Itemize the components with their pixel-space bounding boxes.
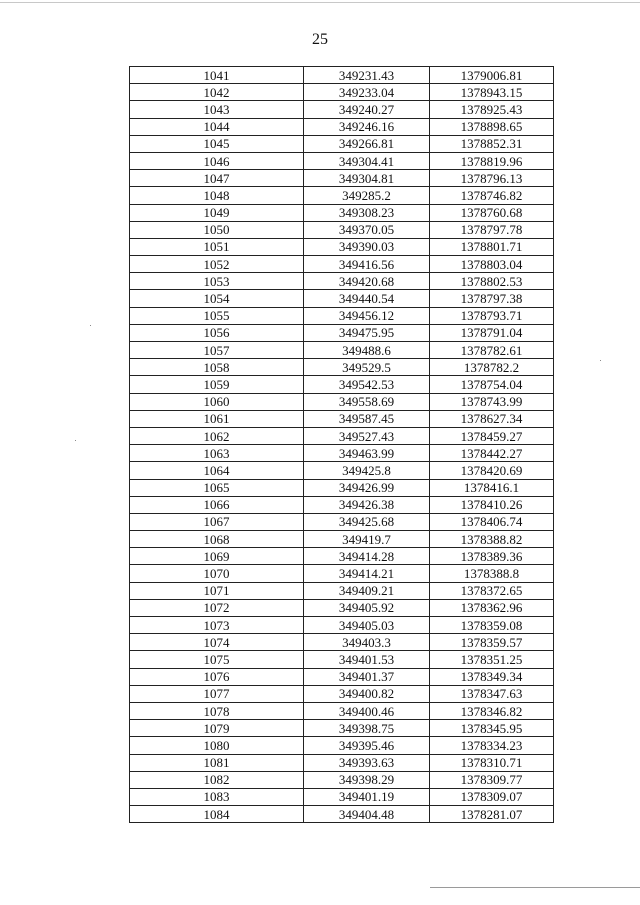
y-coordinate-cell: 1378925.43 [430,101,554,118]
table-row [130,170,554,187]
x-coordinate-cell: 349240.27 [304,101,430,118]
x-coordinate-cell: 349405.03 [304,617,430,634]
y-coordinate-cell: 1378309.77 [430,771,554,788]
x-coordinate-cell: 349409.21 [304,582,430,599]
x-coordinate-cell: 349390.03 [304,238,430,255]
x-coordinate-cell: 349488.6 [304,342,430,359]
point-number-cell: 1072 [130,599,304,616]
x-coordinate-cell: 349233.04 [304,84,430,101]
point-number-cell: 1057 [130,342,304,359]
point-number-cell: 1062 [130,427,304,444]
x-coordinate-cell: 349398.29 [304,771,430,788]
table-row [130,152,554,169]
x-coordinate-cell: 349529.5 [304,359,430,376]
y-coordinate-cell: 1378406.74 [430,513,554,530]
y-coordinate-cell: 1378782.2 [430,359,554,376]
table-row [130,221,554,238]
table-row [130,582,554,599]
point-number-cell: 1079 [130,720,304,737]
point-number-cell: 1053 [130,273,304,290]
table-row [130,67,554,84]
point-number-cell: 1061 [130,410,304,427]
y-coordinate-cell: 1378754.04 [430,376,554,393]
x-coordinate-cell: 349463.99 [304,445,430,462]
table-row [130,410,554,427]
table-row [130,479,554,496]
y-coordinate-cell: 1378349.34 [430,668,554,685]
x-coordinate-cell: 349266.81 [304,135,430,152]
table-row [130,565,554,582]
x-coordinate-cell: 349398.75 [304,720,430,737]
y-coordinate-cell: 1378782.61 [430,342,554,359]
point-number-cell: 1048 [130,187,304,204]
point-number-cell: 1047 [130,170,304,187]
x-coordinate-cell: 349419.7 [304,531,430,548]
x-coordinate-cell: 349395.46 [304,737,430,754]
x-coordinate-cell: 349370.05 [304,221,430,238]
x-coordinate-cell: 349426.99 [304,479,430,496]
table-row [130,651,554,668]
x-coordinate-cell: 349401.19 [304,788,430,805]
table-row [130,513,554,530]
x-coordinate-cell: 349231.43 [304,67,430,84]
table-row [130,685,554,702]
point-number-cell: 1077 [130,685,304,702]
x-coordinate-cell: 349414.21 [304,565,430,582]
point-number-cell: 1069 [130,548,304,565]
point-number-cell: 1050 [130,221,304,238]
y-coordinate-cell: 1378743.99 [430,393,554,410]
point-number-cell: 1073 [130,617,304,634]
y-coordinate-cell: 1378803.04 [430,256,554,273]
y-coordinate-cell: 1378627.34 [430,410,554,427]
y-coordinate-cell: 1378281.07 [430,806,554,823]
table-row [130,427,554,444]
x-coordinate-cell: 349456.12 [304,307,430,324]
point-number-cell: 1052 [130,256,304,273]
point-number-cell: 1043 [130,101,304,118]
x-coordinate-cell: 349416.56 [304,256,430,273]
y-coordinate-cell: 1378760.68 [430,204,554,221]
y-coordinate-cell: 1378459.27 [430,427,554,444]
point-number-cell: 1071 [130,582,304,599]
table-row [130,548,554,565]
x-coordinate-cell: 349403.3 [304,634,430,651]
table-row [130,256,554,273]
table-row [130,634,554,651]
y-coordinate-cell: 1378852.31 [430,135,554,152]
point-number-cell: 1058 [130,359,304,376]
x-coordinate-cell: 349420.68 [304,273,430,290]
y-coordinate-cell: 1378389.36 [430,548,554,565]
y-coordinate-cell: 1378801.71 [430,238,554,255]
table-row [130,118,554,135]
point-number-cell: 1081 [130,754,304,771]
point-number-cell: 1084 [130,806,304,823]
y-coordinate-cell: 1379006.81 [430,67,554,84]
point-number-cell: 1080 [130,737,304,754]
y-coordinate-cell: 1378388.82 [430,531,554,548]
y-coordinate-cell: 1378346.82 [430,702,554,719]
point-number-cell: 1064 [130,462,304,479]
x-coordinate-cell: 349393.63 [304,754,430,771]
y-coordinate-cell: 1378362.96 [430,599,554,616]
y-coordinate-cell: 1378802.53 [430,273,554,290]
x-coordinate-cell: 349414.28 [304,548,430,565]
table-row [130,496,554,513]
table-row [130,702,554,719]
point-number-cell: 1067 [130,513,304,530]
x-coordinate-cell: 349285.2 [304,187,430,204]
point-number-cell: 1075 [130,651,304,668]
y-coordinate-cell: 1378819.96 [430,152,554,169]
table-row [130,531,554,548]
table-row [130,187,554,204]
coordinates-table-body [130,67,554,823]
x-coordinate-cell: 349425.8 [304,462,430,479]
point-number-cell: 1078 [130,702,304,719]
scan-artifact-line [0,2,640,3]
y-coordinate-cell: 1378442.27 [430,445,554,462]
y-coordinate-cell: 1378359.08 [430,617,554,634]
point-number-cell: 1063 [130,445,304,462]
point-number-cell: 1074 [130,634,304,651]
point-number-cell: 1055 [130,307,304,324]
point-number-cell: 1065 [130,479,304,496]
table-row [130,307,554,324]
x-coordinate-cell: 349425.68 [304,513,430,530]
table-row [130,324,554,341]
y-coordinate-cell: 1378347.63 [430,685,554,702]
y-coordinate-cell: 1378746.82 [430,187,554,204]
scan-artifact-dot [75,440,76,441]
y-coordinate-cell: 1378310.71 [430,754,554,771]
point-number-cell: 1068 [130,531,304,548]
point-number-cell: 1059 [130,376,304,393]
point-number-cell: 1056 [130,324,304,341]
point-number-cell: 1060 [130,393,304,410]
x-coordinate-cell: 349401.53 [304,651,430,668]
point-number-cell: 1070 [130,565,304,582]
y-coordinate-cell: 1378388.8 [430,565,554,582]
x-coordinate-cell: 349405.92 [304,599,430,616]
point-number-cell: 1042 [130,84,304,101]
x-coordinate-cell: 349426.38 [304,496,430,513]
x-coordinate-cell: 349558.69 [304,393,430,410]
point-number-cell: 1066 [130,496,304,513]
table-row [130,462,554,479]
table-row [130,273,554,290]
point-number-cell: 1051 [130,238,304,255]
y-coordinate-cell: 1378797.78 [430,221,554,238]
scan-artifact-line [430,887,640,888]
table-row [130,342,554,359]
point-number-cell: 1049 [130,204,304,221]
table-row [130,754,554,771]
page-number: 25 [312,31,328,48]
table-row [130,376,554,393]
table-row [130,101,554,118]
point-number-cell: 1082 [130,771,304,788]
x-coordinate-cell: 349475.95 [304,324,430,341]
x-coordinate-cell: 349527.43 [304,427,430,444]
x-coordinate-cell: 349401.37 [304,668,430,685]
coordinates-table [129,66,554,823]
scan-artifact-dot [600,360,601,361]
point-number-cell: 1041 [130,67,304,84]
x-coordinate-cell: 349246.16 [304,118,430,135]
y-coordinate-cell: 1378791.04 [430,324,554,341]
table-row [130,720,554,737]
x-coordinate-cell: 349400.82 [304,685,430,702]
table-row [130,737,554,754]
y-coordinate-cell: 1378351.25 [430,651,554,668]
table-row [130,84,554,101]
table-row [130,445,554,462]
table-row [130,668,554,685]
y-coordinate-cell: 1378797.38 [430,290,554,307]
table-row [130,290,554,307]
x-coordinate-cell: 349404.48 [304,806,430,823]
table-row [130,359,554,376]
y-coordinate-cell: 1378793.71 [430,307,554,324]
y-coordinate-cell: 1378410.26 [430,496,554,513]
table-row [130,788,554,805]
point-number-cell: 1044 [130,118,304,135]
x-coordinate-cell: 349587.45 [304,410,430,427]
table-row [130,617,554,634]
table-row [130,204,554,221]
point-number-cell: 1076 [130,668,304,685]
y-coordinate-cell: 1378416.1 [430,479,554,496]
table-row [130,135,554,152]
table-row [130,599,554,616]
scan-artifact-dot [90,325,91,326]
point-number-cell: 1083 [130,788,304,805]
x-coordinate-cell: 349308.23 [304,204,430,221]
table-row [130,806,554,823]
x-coordinate-cell: 349304.81 [304,170,430,187]
x-coordinate-cell: 349400.46 [304,702,430,719]
y-coordinate-cell: 1378796.13 [430,170,554,187]
table-row [130,238,554,255]
x-coordinate-cell: 349542.53 [304,376,430,393]
y-coordinate-cell: 1378334.23 [430,737,554,754]
point-number-cell: 1054 [130,290,304,307]
y-coordinate-cell: 1378359.57 [430,634,554,651]
y-coordinate-cell: 1378372.65 [430,582,554,599]
point-number-cell: 1045 [130,135,304,152]
point-number-cell: 1046 [130,152,304,169]
table-row [130,771,554,788]
x-coordinate-cell: 349304.41 [304,152,430,169]
y-coordinate-cell: 1378309.07 [430,788,554,805]
y-coordinate-cell: 1378943.15 [430,84,554,101]
y-coordinate-cell: 1378420.69 [430,462,554,479]
table-row [130,393,554,410]
y-coordinate-cell: 1378345.95 [430,720,554,737]
x-coordinate-cell: 349440.54 [304,290,430,307]
y-coordinate-cell: 1378898.65 [430,118,554,135]
